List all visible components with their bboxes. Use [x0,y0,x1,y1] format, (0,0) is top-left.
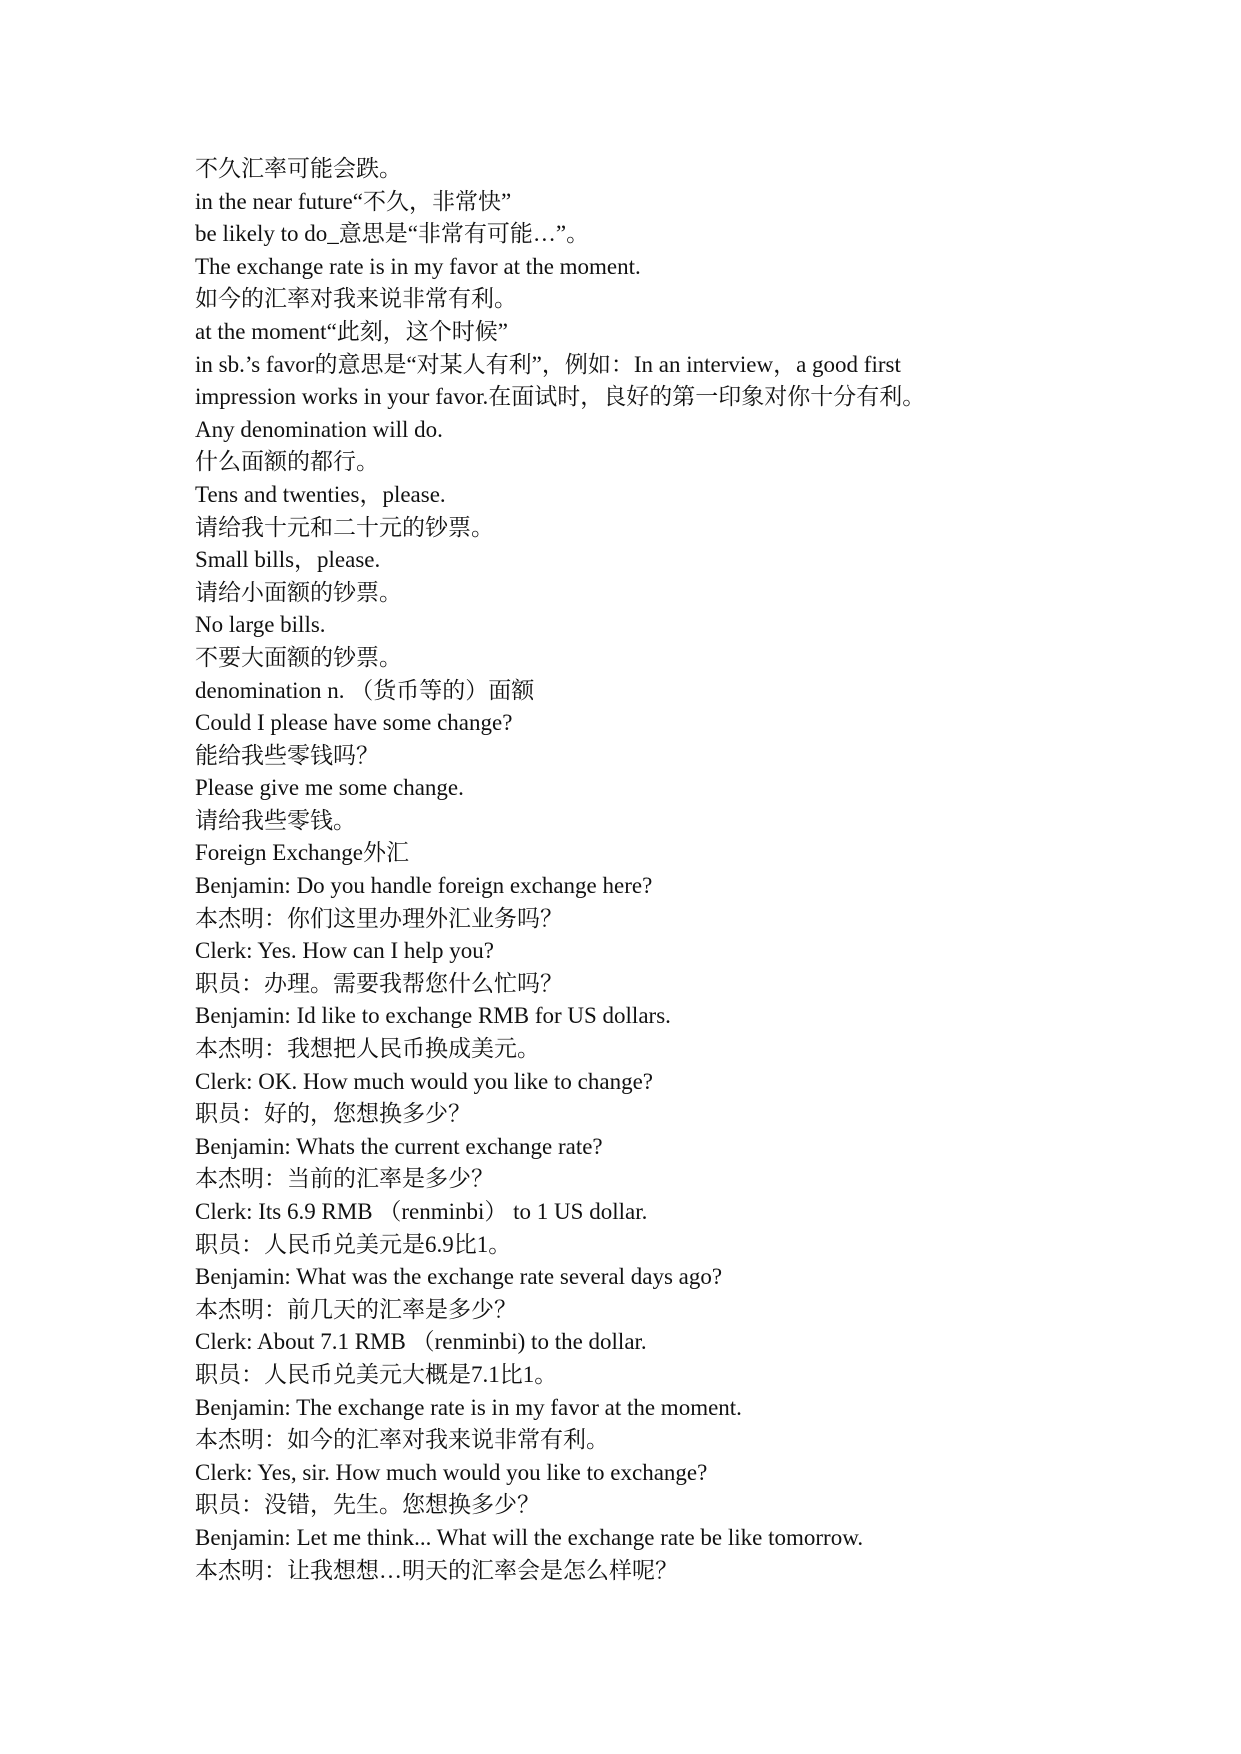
text-line: 本杰明：让我想想…明天的汇率会是怎么样呢？ [195,1557,678,1583]
text-line: Benjamin: Id like to exchange RMB for US dollars. [195,1003,671,1029]
text-line: Tens and twenties，please. [195,481,446,507]
text-line: impression works in your favor.在面试时，良好的第一印象对你十分有利。 [195,384,926,410]
text-line: 职员：没错，先生。您想换多少？ [195,1492,540,1518]
text-line: 本杰明：你们这里办理外汇业务吗？ [195,905,563,931]
text-line: 如今的汇率对我来说非常有利。 [195,286,517,312]
text-line: Benjamin: What was the exchange rate several days ago? [195,1264,723,1290]
text-line: denomination n. （货币等的）面额 [195,677,535,703]
text-line: Clerk: About 7.1 RMB （renminbi) to the dollar. [195,1329,647,1355]
text-line: be likely to do_意思是“非常有可能…”。 [195,221,590,247]
text-line: 不要大面额的钞票。 [195,644,402,670]
text-line: Benjamin: The exchange rate is in my favor at the moment. [195,1394,742,1420]
text-line: 职员：好的，您想换多少？ [195,1101,471,1127]
text-line: 职员：办理。需要我帮您什么忙吗？ [195,970,563,996]
text-line: 职员：人民币兑美元是6.9比1。 [195,1231,512,1257]
text-line: Clerk: Yes, sir. How much would you like to exchange? [195,1459,708,1485]
text-line: The exchange rate is in my favor at the moment. [195,253,641,279]
text-line: Benjamin: Let me think... What will the exchange rate be like tomorrow. [195,1524,864,1550]
text-line: Any denomination will do. [195,416,443,442]
text-line: Benjamin: Whats the current exchange rate? [195,1133,603,1159]
text-line: Foreign Exchange外汇 [195,840,409,866]
text-line: Benjamin: Do you handle foreign exchange here? [195,873,653,899]
text-line: Please give me some change. [195,775,464,801]
text-line: 什么面额的都行。 [195,449,379,475]
text-line: at the moment“此刻，这个时候” [195,318,508,344]
text-line: 不久汇率可能会跌。 [195,156,402,181]
text-line: in sb.’s favor的意思是“对某人有利”，例如：In an interview，a good first [195,351,901,377]
text-line: Clerk: Its 6.9 RMB （renminbi） to 1 US dollar. [195,1199,648,1224]
text-line: 本杰明：前几天的汇率是多少？ [195,1296,517,1322]
text-line: 职员：人民币兑美元大概是7.1比1。 [195,1361,558,1387]
text-line: 请给小面额的钞票。 [195,579,402,605]
text-line: 能给我些零钱吗？ [195,742,379,768]
text-line: 本杰明：当前的汇率是多少？ [195,1166,494,1192]
text-line: 请给我十元和二十元的钞票。 [195,514,494,540]
document-body [195,153,1195,1587]
text-line: Clerk: OK. How much would you like to change? [195,1068,653,1094]
text-line: Small bills，please. [195,547,381,573]
text-line: 本杰明：我想把人民币换成美元。 [195,1036,540,1062]
text-line: in the near future“不久，非常快” [195,188,512,214]
text-line: 请给我些零钱。 [195,807,356,833]
text-line: 本杰明：如今的汇率对我来说非常有利。 [195,1427,609,1453]
text-line: No large bills. [195,612,326,638]
text-line: Could I please have some change? [195,710,513,736]
text-line: Clerk: Yes. How can I help you? [195,938,494,964]
